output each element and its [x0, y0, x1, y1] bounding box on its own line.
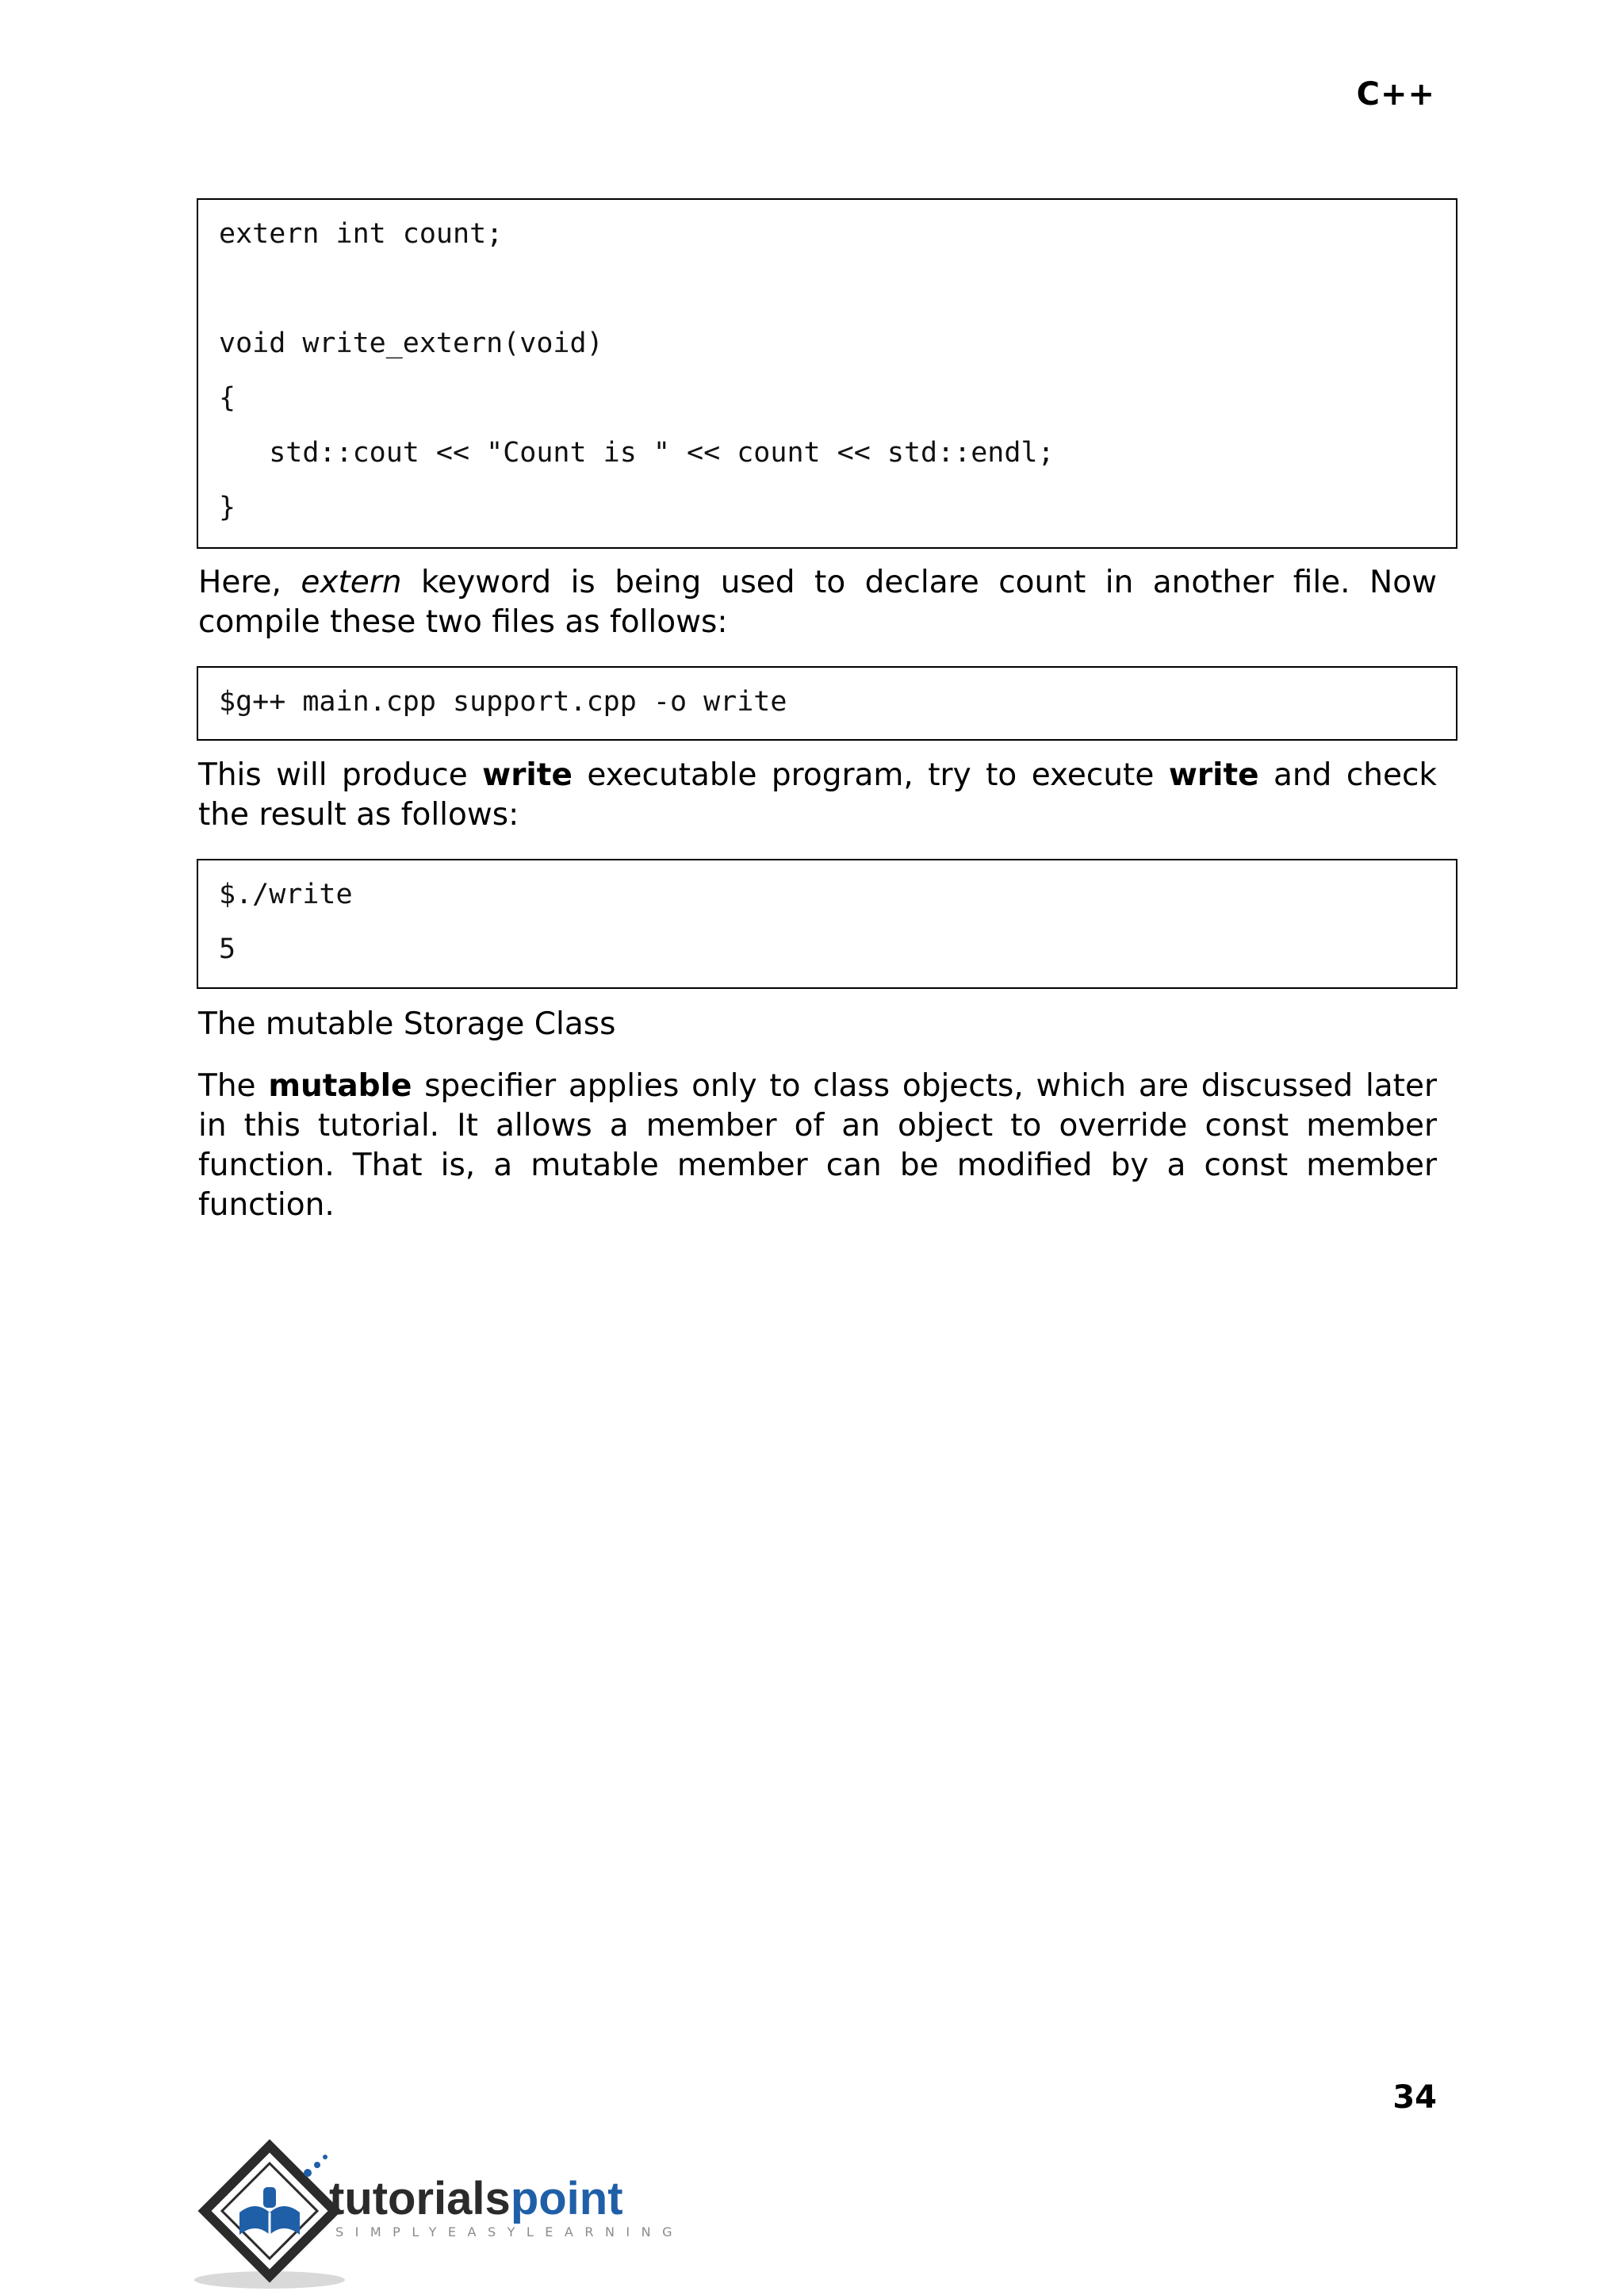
header-title: C++ [1356, 76, 1435, 113]
code-line: std::cout << "Count is " << count << std::endl; [219, 437, 1055, 469]
code-line: 5 [219, 933, 236, 965]
code-line: extern int count; [219, 218, 504, 250]
paragraph-extern-explanation [198, 563, 1437, 642]
logo-dot [304, 2169, 312, 2177]
code-line [219, 262, 1435, 316]
code-line: } [219, 492, 236, 523]
logo-word-2: point [510, 2173, 623, 2224]
para-text: executable program, try to execute [572, 757, 1169, 793]
logo-tagline: SIMPLYEASYLEARNING [335, 2224, 684, 2239]
para-bold: write [482, 757, 573, 793]
para-text: specifier applies only to class objects, which are discussed later in this tutorial. It allows a member of an object to override const member function. That is, a mutable member can be modified by a const member function. [198, 1068, 1437, 1223]
para-bold: write [1168, 757, 1259, 793]
page-number: 34 [1392, 2079, 1437, 2116]
code-line: $g++ main.cpp support.cpp -o write [219, 686, 787, 718]
logo-figure [263, 2187, 276, 2208]
logo-dot [323, 2155, 327, 2159]
code-line: $./write [219, 879, 353, 910]
code-line: { [219, 382, 236, 414]
paragraph-mutable [198, 1067, 1437, 1225]
code-block-output [197, 859, 1457, 989]
para-text: The [198, 1068, 269, 1104]
logo-dot [314, 2162, 320, 2168]
para-bold: mutable [268, 1068, 412, 1104]
section-heading: The mutable Storage Class [198, 1006, 616, 1042]
code-line: void write_extern(void) [219, 328, 603, 359]
logo-word-1: tutorials [329, 2173, 511, 2224]
para-text: keyword is being used to declare count in another file. Now compile these two files as follows: [198, 565, 1437, 640]
code-block-extern [197, 198, 1457, 549]
paragraph-execute [198, 756, 1437, 835]
para-text: This will produce [198, 757, 483, 793]
logo-wordmark [329, 2173, 623, 2224]
para-text: Here, [198, 565, 301, 600]
para-emphasis: extern [301, 565, 402, 600]
para-text: and check the result as follows: [198, 757, 1438, 833]
tutorialspoint-logo [190, 2133, 698, 2292]
code-block-compile [197, 666, 1457, 741]
